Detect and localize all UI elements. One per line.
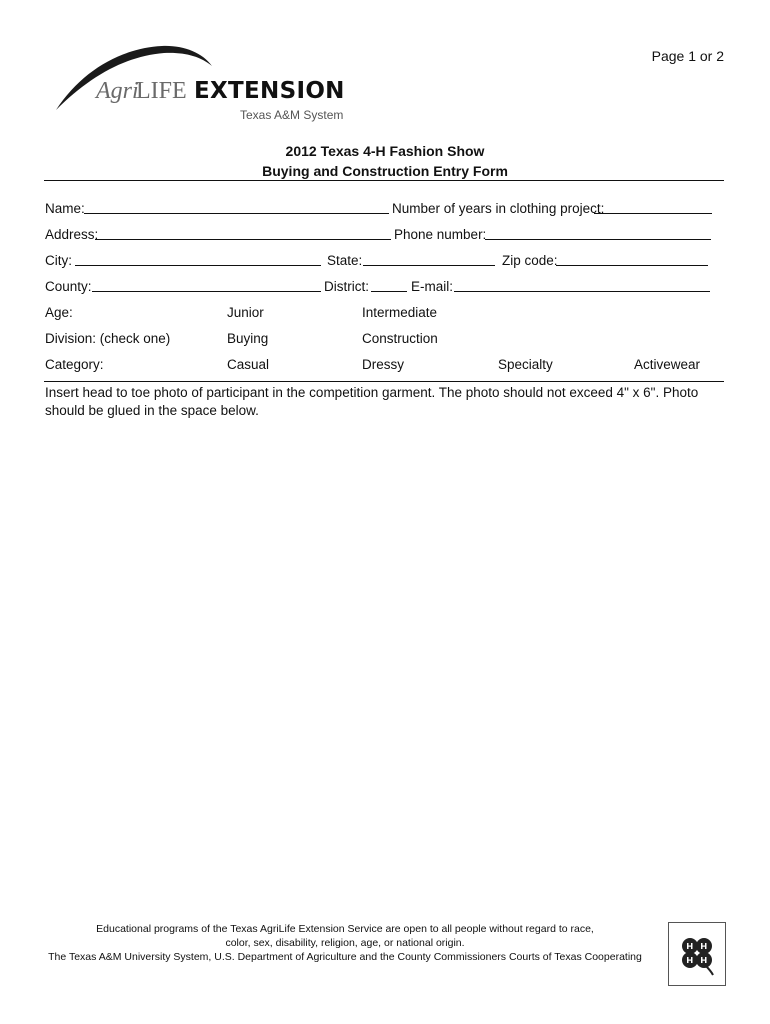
age-option-intermediate[interactable]: Intermediate (362, 305, 438, 320)
four-leaf-clover-icon (669, 923, 725, 985)
footer-line-1: Educational programs of the Texas AgriLife Extension Service are open to all people without regard to race, (96, 923, 594, 935)
category-row (45, 357, 725, 377)
four-h-clover-badge (668, 922, 726, 986)
email-label: E-mail: (411, 279, 454, 294)
age-label: Age: (45, 305, 73, 320)
county-field[interactable] (92, 279, 321, 295)
name-label: Name: (45, 201, 85, 216)
state-label: State: (327, 253, 363, 268)
category-label: Category: (45, 357, 104, 372)
photo-instructions: Insert head to toe photo of participant in the competition garment. The photo should not exceed 4" x 6". Photo should be glued in the space below. (45, 385, 699, 418)
title-divider (44, 180, 724, 181)
age-row (45, 305, 725, 325)
logo-extension-text: EXTENSION (194, 78, 345, 104)
category-option-specialty[interactable]: Specialty (498, 357, 553, 372)
category-option-dressy[interactable]: Dressy (362, 357, 405, 372)
agrilife-extension-logo (52, 40, 352, 128)
city-field[interactable] (75, 253, 321, 269)
footer-line-3: The Texas A&M University System, U.S. Department of Agriculture and the County Commissioners Courts of Texas Cooperating (48, 951, 642, 963)
logo-agri-text: Agri (96, 78, 139, 104)
name-field[interactable] (84, 201, 389, 217)
footer-line-2: color, sex, disability, religion, age, or national origin. (225, 937, 465, 949)
division-label: Division: (check one) (45, 331, 171, 346)
category-option-casual[interactable]: Casual (227, 357, 270, 372)
county-row (45, 279, 725, 299)
county-label: County: (45, 279, 92, 294)
zip-label: Zip code: (502, 253, 558, 268)
division-row (45, 331, 725, 351)
name-row (45, 201, 725, 221)
phone-label: Phone number: (394, 227, 487, 242)
logo-life-text: LIFE (136, 78, 187, 104)
address-field[interactable] (95, 227, 391, 243)
city-label: City: (45, 253, 72, 268)
district-field[interactable] (371, 279, 407, 295)
address-label: Address: (45, 227, 99, 242)
category-option-activewear[interactable]: Activewear (634, 357, 701, 372)
form-title: 2012 Texas 4-H Fashion Show (285, 143, 485, 159)
division-option-buying[interactable]: Buying (227, 331, 269, 346)
state-field[interactable] (363, 253, 495, 269)
address-row (45, 227, 725, 247)
district-label: District: (324, 279, 369, 294)
age-option-junior[interactable]: Junior (227, 305, 264, 320)
division-option-construction[interactable]: Construction (362, 331, 438, 346)
logo-system-text: Texas A&M System (240, 108, 344, 122)
section-divider (44, 381, 724, 382)
city-row (45, 253, 725, 273)
email-field[interactable] (454, 279, 710, 295)
zip-field[interactable] (556, 253, 708, 269)
page-number: Page 1 or 2 (651, 48, 724, 64)
form-subtitle: Buying and Construction Entry Form (262, 163, 508, 179)
years-label: Number of years in clothing project: (392, 201, 605, 216)
years-field[interactable] (594, 201, 712, 217)
phone-field[interactable] (485, 227, 711, 243)
